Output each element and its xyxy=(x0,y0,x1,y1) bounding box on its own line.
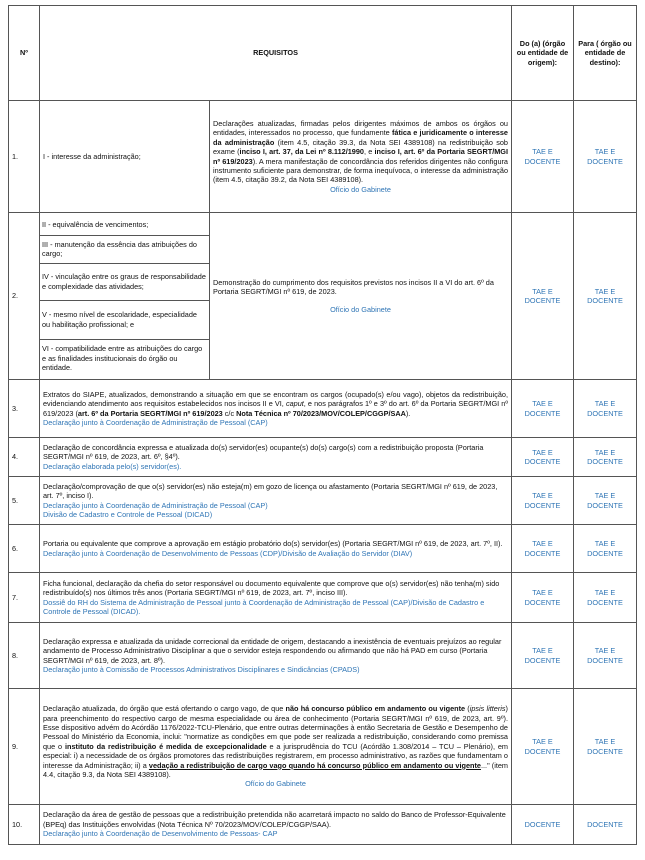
row-link: Dossiê do RH do Sistema de Administração de Pessoal junto à Coordenação de Administração de Pessoal (CAP)/Divisão de Cadastro e Controle de Pessoal (DICAD). xyxy=(43,597,485,616)
destino-cell: TAE E DOCENTE xyxy=(574,380,637,438)
row-link: Declaração junto à Coordenação de Administração de Pessoal (CAP) xyxy=(43,500,268,510)
row-number: 9. xyxy=(9,689,40,805)
row-number: 1. xyxy=(9,101,40,213)
row-number: 2. xyxy=(9,213,40,380)
row-link: Ofício do Gabinete xyxy=(330,304,391,314)
left-item: V - mesmo nível de escolaridade, especialidade ou habilitação profissional; e xyxy=(40,300,209,339)
row-link: Declaração junto à Coordenação de Desenvolvimento de Pessoas (CDP)/Divisão de Avaliação do Servidor (DIAV) xyxy=(43,548,413,558)
origem-cell: TAE E DOCENTE xyxy=(512,380,574,438)
origem-cell: TAE E DOCENTE xyxy=(512,213,574,380)
row-number: 10. xyxy=(9,805,40,845)
requirements-table xyxy=(8,5,637,845)
left-item: IV - vinculação entre os graus de responsabilidade e complexidade das atividades; xyxy=(40,263,209,300)
table-row xyxy=(9,213,637,380)
row-number: 4. xyxy=(9,438,40,477)
destino-cell: TAE E DOCENTE xyxy=(574,689,637,805)
row-requirement: Declaração da área de gestão de pessoas que a redistribuição pretendida não acarretará impacto no saldo do Banco de Professor-Equivalente (BPEq) das Instituições envolvidas (Nota Técnica Nº 70/2023/MOV/COLEP/CGGP/SAA). Declaração junto à Coordenação de Desenvolvimento de Pessoas- CAP xyxy=(40,805,512,845)
row-requirement: Extratos do SIAPE, atualizados, demonstrando a situação em que se encontram os cargos (ocupado(s) e/ou vago), objetos da redistribuição, evidenciando atendimento aos requisitos estabelecidos nos incisos II e VI, caput, e nos parágrafos 1º e 3º do art. 6º da Portaria SEGRT/MGI nº 619/2023 (art. 6º da Portaria SEGRT/MGI nº 619/2023 c/c Nota Técnica nº 70/2023/MOV/COLEP/CGGP/SAA). Declaração junto à Coordenação de Administração de Pessoal (CAP) xyxy=(40,380,512,438)
destino-cell: TAE E DOCENTE xyxy=(574,101,637,213)
row-requirement: Declaração de concordância expressa e atualizada do(s) servidor(es) ocupante(s) do(s) cargo(s) com a redistribuição proposta (Portaria SEGRT/MGI nº 619, de 2023, art. 6º, §4º). Declaração elaborada pelo(s) servidor(es). xyxy=(40,438,512,477)
row-link-2: Divisão de Cadastro e Controle de Pessoal (DICAD) xyxy=(43,509,213,519)
row-requirement: Demonstração do cumprimento dos requisitos previstos nos incisos II a VI do art. 6º da Portaria SEGRT/MGI nº 619, de 2023. Ofício do Gabinete xyxy=(210,213,512,380)
row-requirement: Declaração expressa e atualizada da unidade correcional da entidade de origem, destacando a inexistência de eventuais prejuízos ao regular andamento de Processo Administrativo Disciplinar a que o servidor esteja respondendo ou afirmando que não há PAD em curso (Portaria SEGRT/MGI nº 619, de 2023, art. 8º). Declaração junto à Comissão de Processos Administrativos Disciplinares e Sindicâncias (CPADS) xyxy=(40,623,512,689)
left-item: III - manutenção da essência das atribuições do cargo; xyxy=(40,235,209,263)
row-requirement: Declaração/comprovação de que o(s) servidor(es) não esteja(m) em gozo de licença ou afastamento (Portaria SEGRT/MGI nº 619, de 2023, art. 7º, inciso I). Declaração junto à Coordenação de Administração de Pessoal (CAP) Divisão de Cadastro e Controle de Pessoal (DICAD) xyxy=(40,477,512,525)
table-row xyxy=(9,573,637,623)
table-row xyxy=(9,525,637,573)
row-link: Declaração junto à Comissão de Processos Administrativos Disciplinares e Sindicâncias (CPADS) xyxy=(43,664,360,674)
origem-cell: TAE E DOCENTE xyxy=(512,101,574,213)
row-number: 3. xyxy=(9,380,40,438)
origem-cell: TAE E DOCENTE xyxy=(512,689,574,805)
table-row xyxy=(9,101,637,213)
row-left-list xyxy=(40,213,210,380)
origem-cell: TAE E DOCENTE xyxy=(512,525,574,573)
table-row xyxy=(9,477,637,525)
header-origem: Do (a) (órgão ou entidade de origem): xyxy=(512,6,574,101)
header-destino: Para ( órgão ou entidade de destino): xyxy=(574,6,637,101)
row-link: Ofício do Gabinete xyxy=(330,184,391,194)
table-row xyxy=(9,689,637,805)
destino-cell: DOCENTE xyxy=(574,805,637,845)
row-link: Declaração elaborada pelo(s) servidor(es). xyxy=(43,461,182,471)
row-requirement: Declarações atualizadas, firmadas pelos dirigentes máximos de ambos os órgãos ou entidades, interessados no processo, que fundamente fática e juridicamente o interesse da administração (item 4.5, citação 39.3, da Nota SEI 4389108) na redistribuição sob exame (inciso I, art. 37, da Lei nº 8.112/1990, e inciso I, art. 6º da Portaria SEGRT/MGI nº 619/2023). A mera manifestação de concordância dos referidos dirigentes não configura instrumento suficiente para demonstrar, de forma inequívoca, o interesse da administração (item 4.5, citação 39.2, da Nota SEI 4389108). Ofício do Gabinete xyxy=(210,101,512,213)
row-link: Declaração junto à Coordenação de Desenvolvimento de Pessoas- CAP xyxy=(43,829,278,839)
row-requirement: Portaria ou equivalente que comprove a aprovação em estágio probatório do(s) servidor(es) (Portaria SEGRT/MGI nº 619, de 2023, art. 7º, II). Declaração junto à Coordenação de Desenvolvimento de Pessoas (CDP)/Divisão de Avaliação do Servidor (DIAV) xyxy=(40,525,512,573)
header-num: Nº xyxy=(9,6,40,101)
table-row xyxy=(9,623,637,689)
row-requirement: Declaração atualizada, do órgão que está ofertando o cargo vago, de que não há concurso público em andamento ou vigente (ipsis litteris) para preenchimento do respectivo cargo de mesma especialidade ou área de conhecimento (Portaria SEGRT/MGI nº 619, de 2023, art. 9º). Esse dispositivo advém do Acórdão 1176/2022-TCU-Plenário, que entre outras determinações à então Secretaria de Gestão e Desempenho de Pessoal do Ministério da Economia, inclui: "normatize as condições em que pode ser realizada a redistribuição, considerando como premissa que o instituto da redistribuição é medida de excepcionalidade e a jurisprudência do TCU (Acórdão 1.308/2014 – TCU – Plenário), em especial: i) a necessidade de os órgãos promotores das redistribuições registrarem, em processo administrativo, as razões que fundamentam o interesse da Administração; ii) a vedação a redistribuição de cargo vago quando há concurso público em andamento ou vigente..." (item 4.4, citação 9.3, da Nota SEI 4389108). Ofício do Gabinete xyxy=(40,689,512,805)
table-header-row xyxy=(9,6,637,101)
destino-cell: TAE E DOCENTE xyxy=(574,213,637,380)
destino-cell: TAE E DOCENTE xyxy=(574,438,637,477)
row-number: 5. xyxy=(9,477,40,525)
origem-cell: TAE E DOCENTE xyxy=(512,438,574,477)
destino-cell: TAE E DOCENTE xyxy=(574,525,637,573)
row-left-text: I - interesse da administração; xyxy=(40,101,210,213)
row-requirement: Ficha funcional, declaração da chefia do setor responsável ou documento equivalente que comprove que o(s) servidor(es) não tenha(m) sido redistribuído(s) nos últimos três anos (Portaria SEGRT/MGI nº 619, de 2023, art. 7º, inciso III). Dossiê do RH do Sistema de Administração de Pessoal junto à Coordenação de Administração de Pessoal (CAP)/Divisão de Cadastro e Controle de Pessoal (DICAD). xyxy=(40,573,512,623)
row-link: Declaração junto à Coordenação de Administração de Pessoal (CAP) xyxy=(43,417,268,427)
row-number: 8. xyxy=(9,623,40,689)
destino-cell: TAE E DOCENTE xyxy=(574,477,637,525)
origem-cell: TAE E DOCENTE xyxy=(512,477,574,525)
destino-cell: TAE E DOCENTE xyxy=(574,623,637,689)
table-row xyxy=(9,380,637,438)
left-item: II - equivalência de vencimentos; xyxy=(40,215,209,236)
left-item: VI - compatibilidade entre as atribuições do cargo e as finalidades institucionais do órgão ou entidade. xyxy=(42,344,203,373)
origem-cell: DOCENTE xyxy=(512,805,574,845)
row-number: 7. xyxy=(9,573,40,623)
origem-cell: TAE E DOCENTE xyxy=(512,623,574,689)
header-requisitos: REQUISITOS xyxy=(40,6,512,101)
origem-cell: TAE E DOCENTE xyxy=(512,573,574,623)
row-link: Ofício do Gabinete xyxy=(245,779,306,789)
destino-cell: TAE E DOCENTE xyxy=(574,573,637,623)
row-number: 6. xyxy=(9,525,40,573)
table-row xyxy=(9,805,637,845)
table-row xyxy=(9,438,637,477)
